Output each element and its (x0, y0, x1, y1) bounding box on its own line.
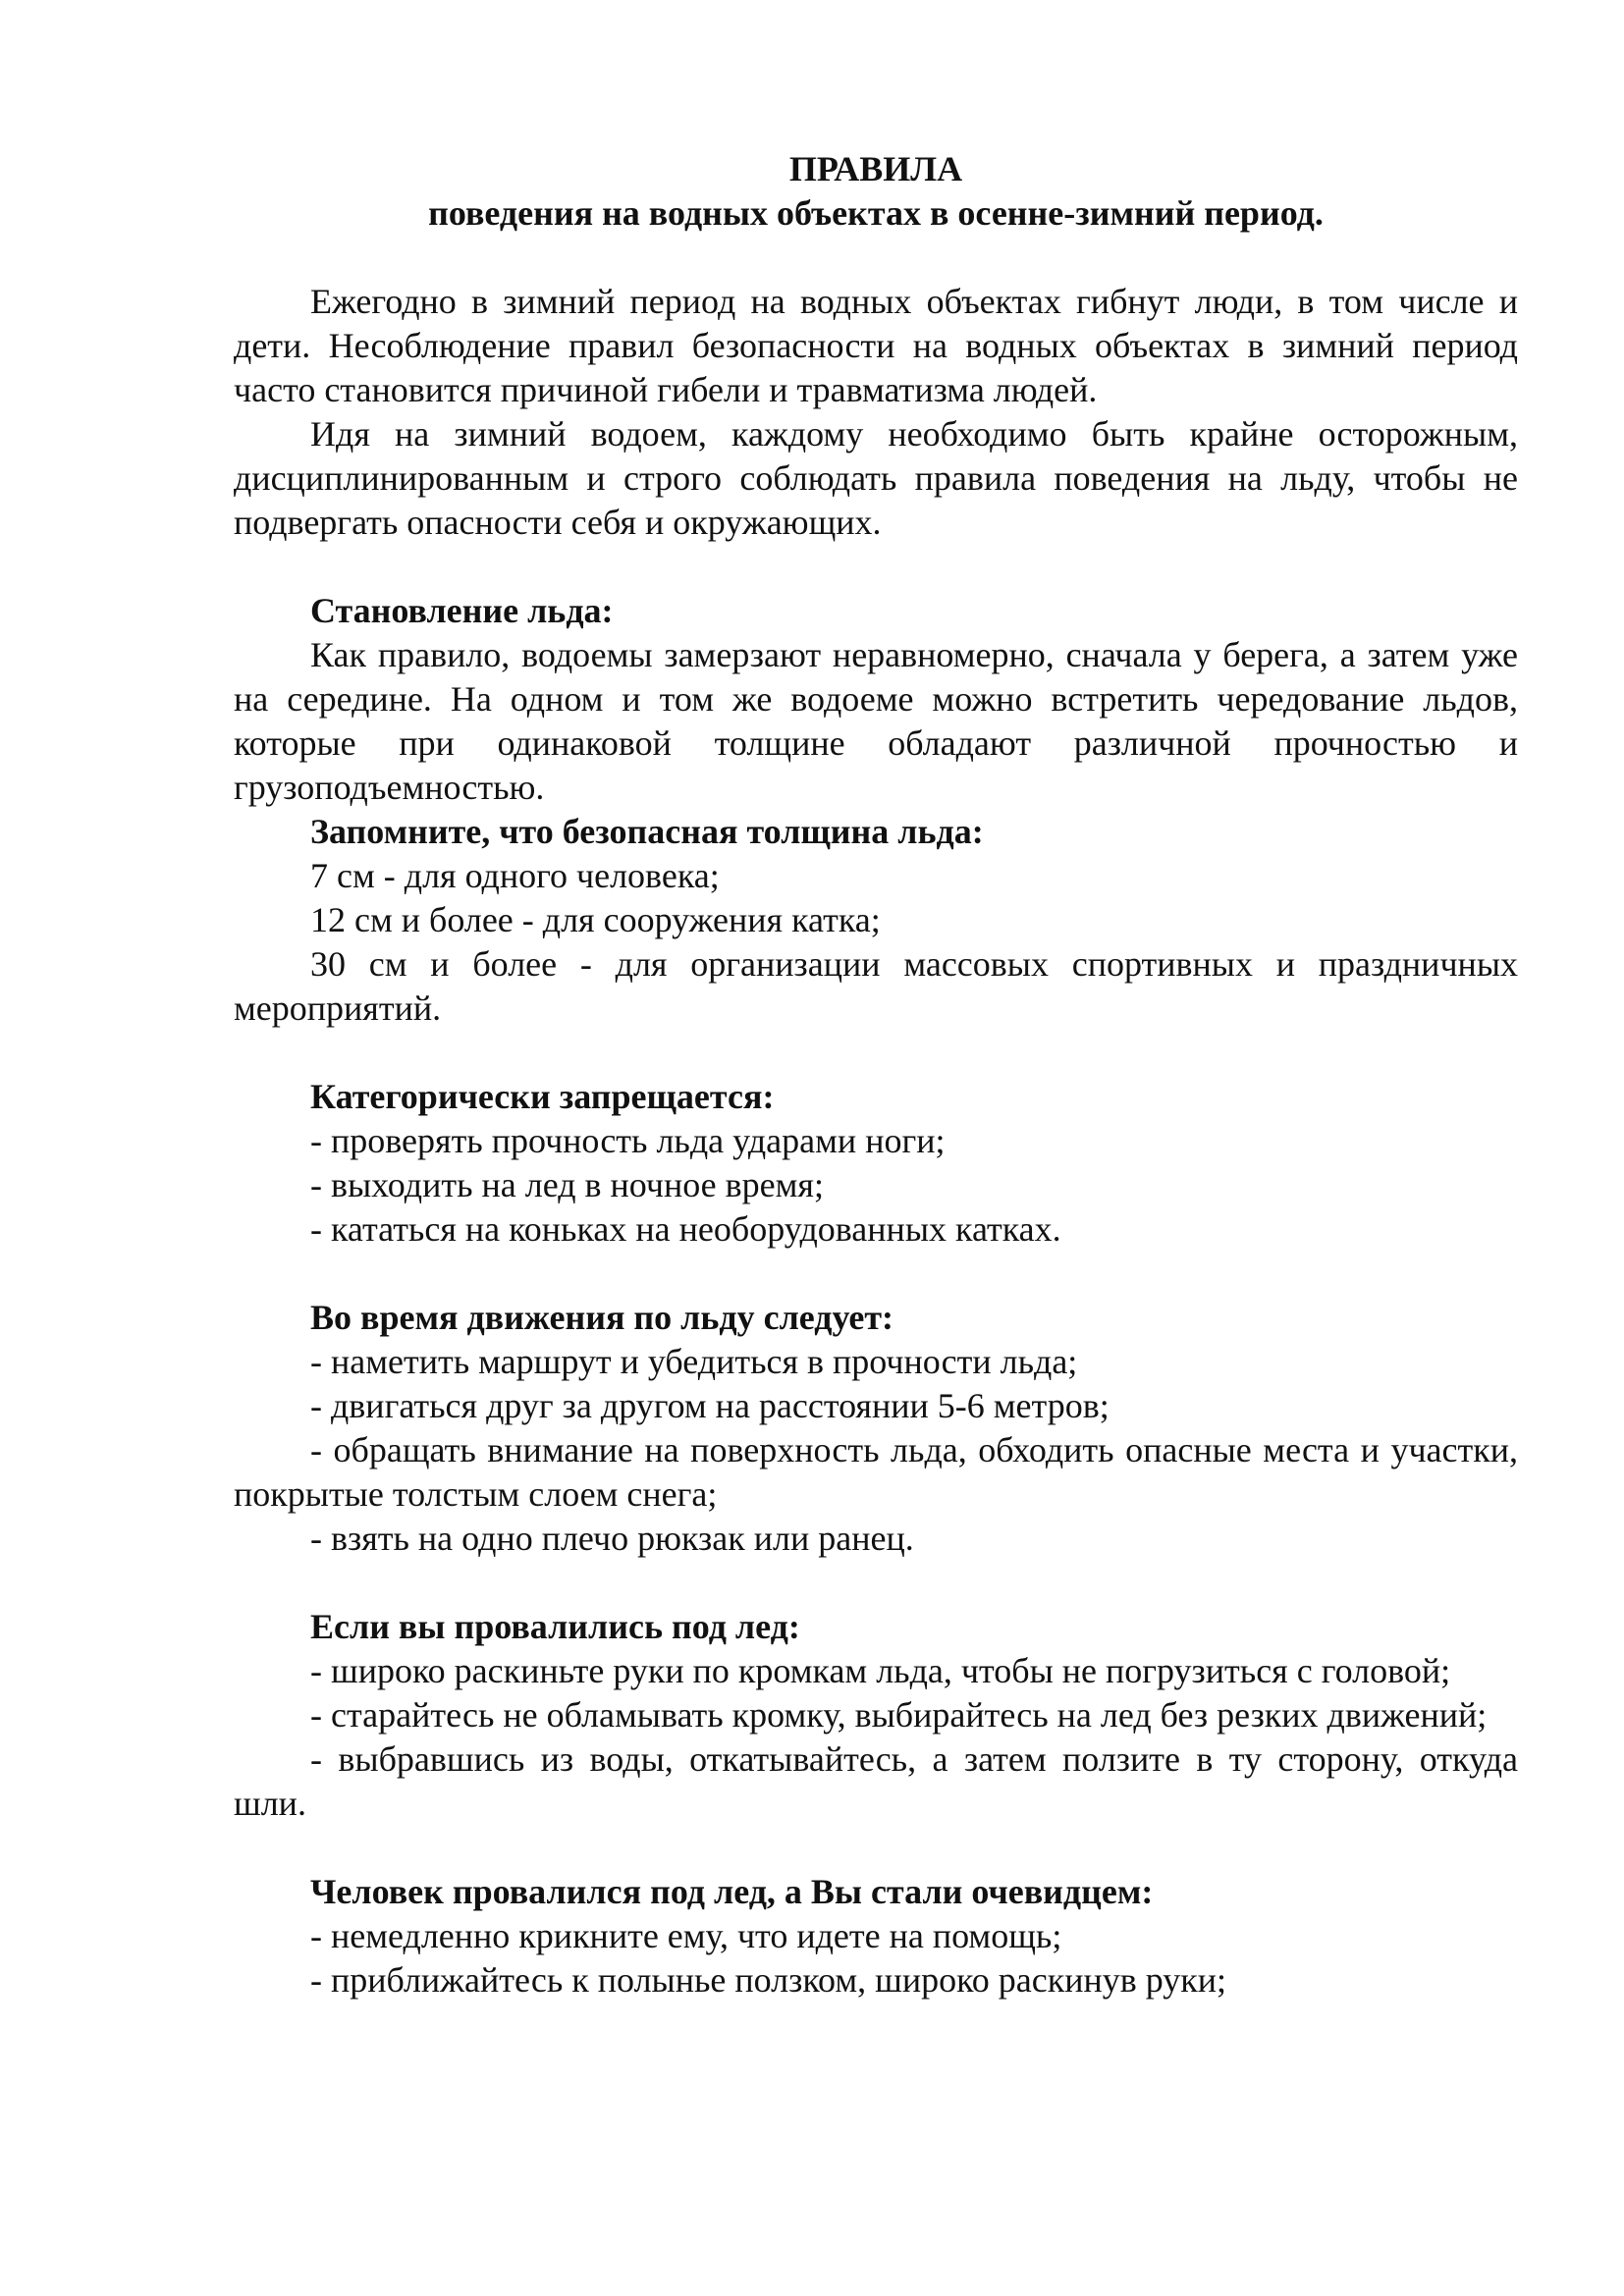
list-item: - наметить маршрут и убедиться в прочности льда; (310, 1342, 1078, 1381)
list-item: 12 см и более - для сооружения катка; (310, 900, 881, 939)
section-heading-witness: Человек провалился под лед, а Вы стали очевидцем: (310, 1872, 1154, 1911)
spacer (234, 545, 1518, 589)
intro-paragraph-2: Идя на зимний водоем, каждому необходимо быть крайне осторожным, дисциплинированным и строго соблюдать правила поведения на льду, чтобы не подвергать опасности себя и окружающих. (234, 414, 1518, 542)
section-heading-safe-thickness: Запомните, что безопасная толщина льда: (310, 812, 984, 851)
list-item: - проверять прочность льда ударами ноги; (310, 1121, 946, 1160)
list-item: - выбравшись из воды, откатывайтесь, а затем ползите в ту сторону, откуда шли. (234, 1739, 1518, 1823)
list-item: - кататься на коньках на необорудованных катках. (310, 1209, 1061, 1249)
document-title: ПРАВИЛА (788, 149, 963, 188)
list-item: - двигаться друг за другом на расстоянии 5-6 метров; (310, 1386, 1110, 1425)
spacer (234, 1826, 1518, 1870)
section-heading-fell-through: Если вы провалились под лед: (310, 1607, 800, 1646)
list-item: - обращать внимание на поверхность льда, обходить опасные места и участки, покрытые толстым слоем снега; (234, 1430, 1518, 1514)
list-item: - широко раскиньте руки по кромкам льда, чтобы не погрузиться с головой; (310, 1651, 1451, 1690)
document-subtitle: поведения на водных объектах в осенне-зимний период. (428, 193, 1324, 233)
section-heading-moving: Во время движения по льду следует: (310, 1298, 894, 1337)
spacer (234, 1561, 1518, 1605)
intro-paragraph-1: Ежегодно в зимний период на водных объектах гибнут люди, в том числе и дети. Несоблюдение правил безопасности на водных объектах в зимний период часто становится причиной гибели и травматизма людей. (234, 282, 1518, 409)
list-item: 30 см и более - для организации массовых спортивных и праздничных мероприятий. (234, 944, 1518, 1028)
section-heading-ice-formation: Становление льда: (310, 591, 614, 630)
document-page (234, 147, 1518, 2002)
list-item: - выходить на лед в ночное время; (310, 1165, 824, 1204)
list-item: - приближайтесь к полынье ползком, широко раскинув руки; (310, 1960, 1227, 2000)
spacer (234, 1031, 1518, 1075)
list-item: 7 см - для одного человека; (310, 856, 720, 895)
list-item: - взять на одно плечо рюкзак или ранец. (310, 1519, 914, 1558)
list-item: - старайтесь не обламывать кромку, выбирайтесь на лед без резких движений; (310, 1695, 1488, 1735)
spacer (234, 1252, 1518, 1296)
list-item: - немедленно крикните ему, что идете на помощь; (310, 1916, 1062, 1955)
ice-formation-text: Как правило, водоемы замерзают неравномерно, сначала у берега, а затем уже на середине. На одном и том же водоеме можно встретить чередование льдов, которые при одинаковой толщине обладают различной прочностью и грузоподъемностью. (234, 635, 1518, 807)
section-heading-forbidden: Категорически запрещается: (310, 1077, 775, 1116)
